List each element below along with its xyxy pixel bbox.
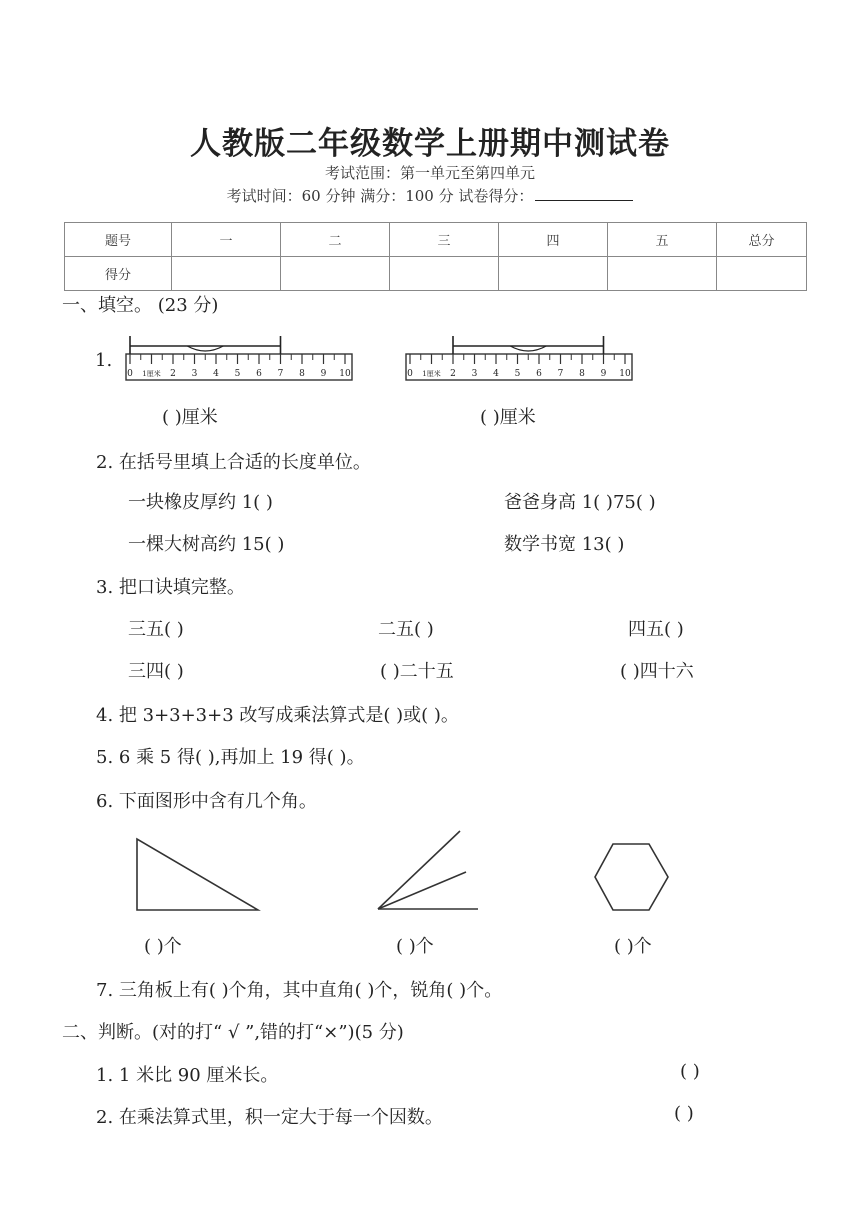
q6-answer-c[interactable]: ( )个 <box>614 936 652 957</box>
q3-text: 3. 把口诀填完整。 <box>96 577 245 598</box>
score-header-cell: 题号 <box>65 223 172 257</box>
ruler-tick-label: 6 <box>536 369 542 379</box>
q3-item-f[interactable]: ( )四十六 <box>620 661 694 682</box>
exam-scope: 考试范围：第一单元至第四单元 <box>324 164 535 182</box>
ruler-tick-label: 0 <box>127 369 133 379</box>
score-cell[interactable] <box>499 257 608 291</box>
ruler-tick-label: 3 <box>191 369 198 379</box>
score-cell[interactable] <box>172 257 281 291</box>
q3-item-c[interactable]: 四五( ) <box>628 619 684 640</box>
score-header-cell: 二 <box>281 223 390 257</box>
ruler-tick-label: 9 <box>600 369 607 379</box>
right-triangle-figure <box>132 834 262 914</box>
ruler-tick-label: 3 <box>471 369 478 379</box>
q2-text: 2. 在括号里填上合适的长度单位。 <box>96 452 371 473</box>
judge-q1-paren[interactable]: ( ) <box>680 1061 700 1082</box>
ruler-tick-label: 4 <box>213 369 219 379</box>
q6-text: 6. 下面图形中含有几个角。 <box>96 791 317 812</box>
section1-heading: 一、填空。 (23 分) <box>62 295 219 316</box>
ruler-tick-label: 7 <box>277 369 284 379</box>
ruler-tick-label: 10 <box>339 369 351 379</box>
ruler-tick-label: 5 <box>234 369 241 379</box>
score-cell[interactable] <box>281 257 390 291</box>
q3-item-e[interactable]: ( )二十五 <box>380 661 454 682</box>
ruler-tick-label: 5 <box>514 369 521 379</box>
exam-info <box>0 185 860 206</box>
score-cell[interactable] <box>717 257 807 291</box>
q6-answer-b[interactable]: ( )个 <box>396 936 434 957</box>
score-table-header-row <box>65 223 807 257</box>
ruler-tick-label: 6 <box>256 369 262 379</box>
q1-number: 1. <box>95 350 113 371</box>
q6-answer-a[interactable]: ( )个 <box>144 936 182 957</box>
q1-answer-b[interactable]: ( )厘米 <box>480 407 536 428</box>
section2-heading: 二、判断。(对的打“ √ ”,错的打“×”)(5 分) <box>62 1022 404 1043</box>
q2-item-d[interactable]: 数学书宽 13( ) <box>504 534 625 555</box>
q1-answer-a[interactable]: ( )厘米 <box>162 407 218 428</box>
ruler-tick-label: 7 <box>557 369 564 379</box>
q3-item-b[interactable]: 二五( ) <box>378 619 434 640</box>
ruler-tick-label: 10 <box>619 369 631 379</box>
ruler-tick-label: 8 <box>299 369 305 379</box>
score-header-cell: 三 <box>390 223 499 257</box>
score-table-score-row <box>65 257 807 291</box>
score-header-cell: 总分 <box>717 223 807 257</box>
judge-q2-text: 2. 在乘法算式里，积一定大于每一个因数。 <box>96 1107 443 1128</box>
ruler-tick-label: 1厘米 <box>142 370 161 378</box>
ruler-figure-1 <box>125 334 355 384</box>
q4-text[interactable]: 4. 把 3+3+3+3 改写成乘法算式是( )或( )。 <box>96 705 459 726</box>
exam-info-text: 考试时间：60 分钟 满分：100 分 试卷得分： <box>226 187 534 205</box>
q7-text[interactable]: 7. 三角板上有( )个角，其中直角( )个，锐角( )个。 <box>96 980 503 1001</box>
ruler-tick-label: 9 <box>320 369 327 379</box>
score-header-cell: 五 <box>608 223 717 257</box>
ruler-tick-label: 4 <box>493 369 499 379</box>
score-header-cell: 一 <box>172 223 281 257</box>
q2-item-b[interactable]: 爸爸身高 1( )75( ) <box>504 492 656 513</box>
angle-rays-figure <box>372 826 482 916</box>
judge-q2-paren[interactable]: ( ) <box>674 1103 694 1124</box>
page-title: 人教版二年级数学上册期中测试卷 <box>190 126 670 162</box>
judge-q1-text: 1. 1 米比 90 厘米长。 <box>96 1065 279 1086</box>
score-cell[interactable] <box>390 257 499 291</box>
q2-item-a[interactable]: 一块橡皮厚约 1( ) <box>128 492 273 513</box>
ruler-tick-label: 2 <box>450 369 456 379</box>
ruler-tick-label: 1厘米 <box>422 370 441 378</box>
score-table <box>64 222 807 291</box>
q3-item-a[interactable]: 三五( ) <box>128 619 184 640</box>
q5-text[interactable]: 5. 6 乘 5 得( ),再加上 19 得( )。 <box>96 747 365 768</box>
score-cell[interactable] <box>608 257 717 291</box>
score-row-label: 得分 <box>65 257 172 291</box>
ruler-figure-2 <box>405 334 635 384</box>
score-blank[interactable] <box>535 188 633 201</box>
ruler-tick-label: 2 <box>170 369 176 379</box>
q2-item-c[interactable]: 一棵大树高约 15( ) <box>128 534 285 555</box>
ruler-tick-label: 8 <box>579 369 585 379</box>
score-header-cell: 四 <box>499 223 608 257</box>
ruler-tick-label: 0 <box>407 369 413 379</box>
hexagon-figure <box>592 840 672 914</box>
q3-item-d[interactable]: 三四( ) <box>128 661 184 682</box>
